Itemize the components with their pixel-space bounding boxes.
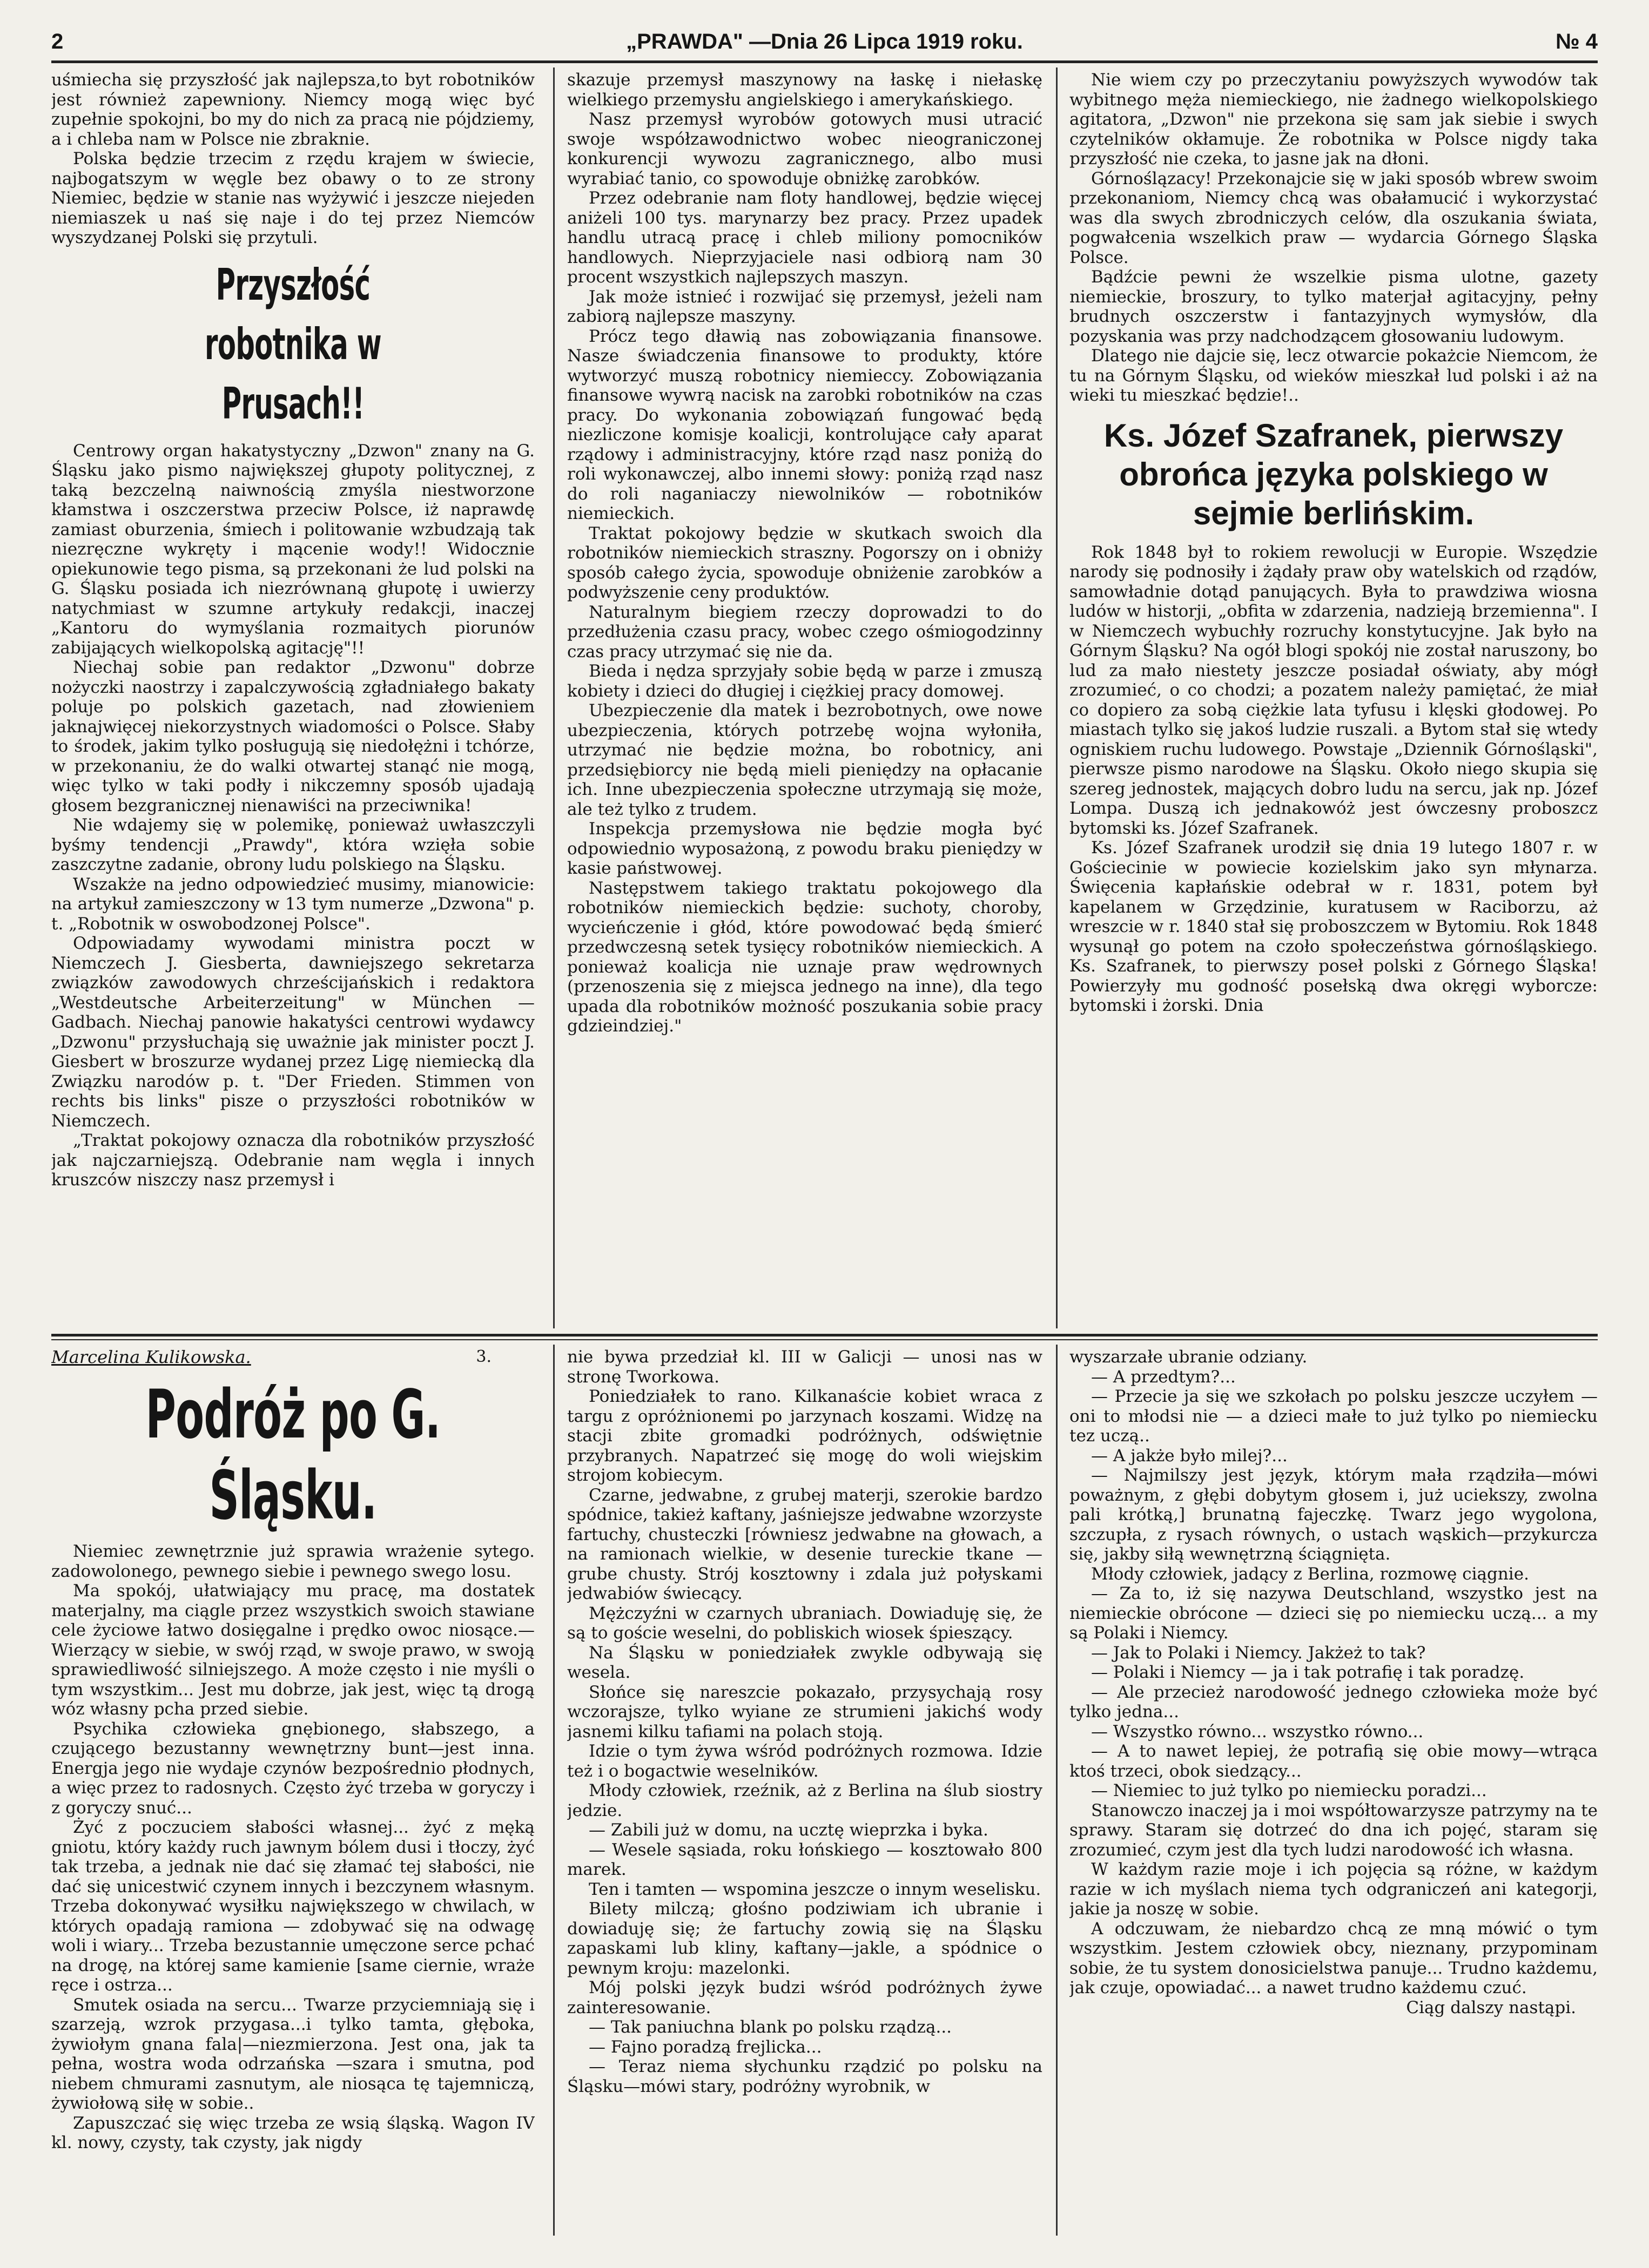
paragraph: Bądźcie pewni że wszelkie pisma ulotne, gazety niemieckie, broszury, to tylko materjał agitacyjny, pełny brudnych oszczerstw i fantazyjnych wymysłów, dla pozyskania was przy nadchodzącem głosowaniu ludowym. (1069, 267, 1598, 346)
paragraph: — Niemiec to już tylko po niemiecku poradzi... (1091, 1781, 1487, 1800)
paragraph: Przez odebranie nam floty handlowej, będzie więcej aniżeli 100 tys. marynarzy bez pracy. Przez upadek handlu utracą pracę i chleb miliony pomocników handlowych. Nieprzyjaciele nasi odbiorą nam 30 procent wszystkich najlepszych maszyn. (567, 188, 1042, 287)
article-column-top-2 (567, 70, 1042, 1328)
paragraph: skazuje przemysł maszynowy na łaskę i niełaskę wielkiego przemysłu angielskiego i amerykańskiego. (567, 70, 1042, 110)
paragraph: Mój polski język budzi wśród podróżnych żywe zainteresowanie. (567, 1978, 1042, 2017)
paragraph: Ubezpieczenie dla matek i bezrobotnych, owe nowe ubezpieczenia, których potrzebę wojna wyłoniła, utrzymać nie będzie można, bo robotnicy, ani przedsiębiorcy nie będą mieli pieniędzy na opłacanie ich. Inne ubezpieczenia społeczne utrzymają się może, ale też tylko z trudem. (567, 701, 1042, 819)
paragraph: „Traktat pokojowy oznacza dla robotników przyszłość jak najczarniejszą. Odebranie nam węgla i innych kruszców niszczy nasz przemysł i (51, 1131, 535, 1190)
paragraph: — Zabili już w domu, na ucztę wieprzka i byka. (589, 1820, 988, 1840)
paragraph: Jak może istnieć i rozwijać się przemysł, jeżeli nam zabiorą najlepsze maszyny. (567, 287, 1042, 326)
paragraph: Ten i tamten — wspomina jeszcze o innym weselisku. (589, 1879, 1041, 1899)
paragraph: Traktat pokojowy będzie w skutkach swoich dla robotników niemieckich straszny. Pogorszy on i obniży sposób całego życia, spowoduje obniżenie zarobków a podwyższenie ceny produktów. (567, 523, 1042, 602)
paragraph: Nie wiem czy po przeczytaniu powyższych wywodów tak wybitnego męża niemieckiego, nie żadnego wielkopolskiego agitatora, „Dzwon" nie przekona się sam jak siebie i swych czytelników okłamuje. Że robotnika w Polsce nigdy taka przyszłość nie czeka, to jasne jak na dłoni. (1069, 70, 1598, 168)
column-divider (553, 1345, 555, 2236)
column-divider (1056, 68, 1058, 1328)
column-divider (553, 68, 555, 1328)
paragraph: Ks. Józef Szafranek urodził się dnia 19 lutego 1807 r. w Gościecinie w powiecie kozielskim jako syn młynarza. Święcenia kapłańskie odebrał w r. 1831, potem był kapelanem w Grzędzinie, kuratusem w Raciborzu, aż wreszcie w r. 1840 stał się proboszczem w Bytomiu. Rok 1848 wysunął go potem na czoło społeczeństwa górnośląskiego. Ks. Szafranek, to pierwszy poseł polski z Górnego Śląska! Powierzyły mu godność posełską dwa okręgi wyborcze: bytomski i żorski. Dnia (1069, 838, 1598, 1015)
paragraph: — Teraz niema słychunku rządzić po polsku na Śląsku—mówi stary, podróżny wyrobnik, w (567, 2057, 1042, 2096)
paragraph: Centrowy organ hakatystyczny „Dzwon" znany na G. Śląsku jako pismo największej głupoty politycznej, z taką bezczelną naiwnością zmyśla niestworzone kłamstwa i oszczerstwa przeciw Polsce, iż naprawdę zamiast oburzenia, śmiech i politowanie wzbudzają tak niezręczne wykręty i mącenie wody!! Widocznie opiekunowie tego pisma, są przekonani że lud polski na G. Śląsku posiada ich niezrównaną głupotę i uwierzy natychmiast w szumne artykuły redakcji, inaczej „Kantoru do wymyślania rozmaitych piorunów zabijających wielkopolską agitację"!! (51, 441, 535, 658)
paragraph: — Za to, iż się nazywa Deutschland, wszystko jest na niemieckie obrócone — dzieci się po niemiecku uczą... a my są Polaki i Niemcy. (1069, 1584, 1598, 1643)
section-rule (51, 1334, 1598, 1336)
author-byline: Marcelina Kulikowska. (51, 1347, 251, 1367)
paragraph: Niechaj sobie pan redaktor „Dzwonu" dobrze nożyczki naostrzy i zapalczywością zgładniałego bakaty poluje po polskich gazetach, nad złowieniem jaknajwięcej niekorzystnych wiadomości o Polsce. Słaby to środek, jakim tylko posługują się niedołężni i tchórze, w przekonaniu, że do walki otwartej stanąć nie mogą, więc tylko w taki podły i nikczemny sposób ujadają głosem bezgranicznej nienawiści na przeciwnika! (51, 658, 535, 815)
paragraph: Bieda i nędza sprzyjały sobie będą w parze i zmuszą kobiety i dzieci do długiej i ciężkiej pracy domowej. (567, 662, 1042, 701)
headline-prusach: Przyszłość robotnika w Prusach!! (205, 259, 381, 429)
paragraph: Następstwem takiego traktatu pokojowego dla robotników niemieckich będzie: suchoty, choroby, wycieńczenie i głód, które powodować będą śmierć przedwczesną setek tysięcy robotników niemieckich. A ponieważ koalicja nie uznaje praw wędrownych (przenoszenia się z miejsca jednego na inne), dla tego upada dla robotników możność poszukania sobie pracy gdzieindziej." (567, 878, 1042, 1036)
article-column-top-1 (51, 70, 535, 1328)
paragraph: Poniedziałek to rano. Kilkanaście kobiet wraca z targu z opróżnionemi po jarzynach koszami. Widzę na stacji zbite gromadki podróżnych, odświętnie przybranych. Napatrzeć się mogę do woli wiejskim strojom kobiecym. (567, 1387, 1042, 1485)
paragraph: Naturalnym biegiem rzeczy doprowadzi to do przedłużenia czasu pracy, wobec czego ośmiogodzinny czas pracy utrzymać się nie da. (567, 602, 1042, 662)
paragraph: Nie wdajemy się w polemikę, ponieważ uwłaszczyli byśmy tendencji „Prawdy", która wzięła sobie zaszczytne zadanie, obrony ludu polskiego na Śląsku. (51, 815, 535, 874)
section-rule (51, 1339, 1598, 1340)
paragraph: — Przecie ja się we szkołach po polsku jeszcze uczyłem — oni to młodsi nie — a dzieci małe to już tylko po niemiecku tez uczą.. (1069, 1387, 1598, 1446)
paragraph: Nasz przemysł wyrobów gotowych musi utracić swoje współzawodnictwo wobec nieograniczonej konkurencji wywozu zagranicznego, albo musi wyrabiać tanio, co spowoduje obniżkę zarobków. (567, 110, 1042, 188)
newspaper-title: „PRAWDA" —Dnia 26 Lipca 1919 roku. (626, 30, 1023, 53)
paragraph: Ma spokój, ułatwiający mu pracę, ma dostatek materjalny, ma ciągle przez wszystkich swoich stawiane cele życiowe łatwo dosięgalne i prędko owoc niosące.—Wierzący w siebie, w swój rząd, w swoje prawo, w swoją sprawiedliwość silniejszego. A może często i nie myśli o tym wszystkim... Jest mu dobrze, jak jest, więc tą drogą wóz własny pcha przed siebie. (51, 1581, 535, 1719)
issue-number: № 4 (1556, 30, 1598, 53)
paragraph: Polska będzie trzecim z rzędu krajem w świecie, najbogatszym w węgle bez obawy o to ze strony Niemiec, będzie w stanie nas wyżywić i jeszcze niejeden niemiaszek u naś się naje i do tej przez Niemców wyszydzanej Polski się przytuli. (51, 149, 535, 247)
paragraph: Dlatego nie dajcie się, lecz otwarcie pokażcie Niemcom, że tu na Górnym Śląsku, od wieków mieszkał lud polski i aż na wieki tu mieszkać będzie!.. (1069, 346, 1598, 405)
paragraph: — A jakże było milej?... (1091, 1446, 1288, 1466)
paragraph: — A to nawet lepiej, że potrafią się obie mowy—wtrąca ktoś trzeci, obok siedzący... (1069, 1742, 1598, 1781)
article-column-bottom-3 (1069, 1347, 1598, 2238)
paragraph: Stanowczo inaczej ja i moi współtowarzysze patrzymy na te sprawy. Staram się dotrzeć do dna ich pojęć, staram się zrozumieć, czym jest dla tych ludzi narodowość ich własna. (1069, 1800, 1598, 1860)
page-header (51, 30, 1598, 62)
paragraph: Idzie o tym żywa wśród podróżnych rozmowa. Idzie też i o bogactwie weselników. (567, 1742, 1042, 1781)
paragraph: Inspekcja przemysłowa nie będzie mogła być odpowiednio wyposażoną, z powodu braku pieniędzy w kasie państwowej. (567, 819, 1042, 878)
article-column-top-3 (1069, 70, 1598, 1328)
paragraph: W każdym razie moje i ich pojęcia są różne, w każdym razie w ich myślach niema tych odgraniczeń ani kategorji, jakie ja noszę w sobie. (1069, 1860, 1598, 1919)
paragraph: — Polaki i Niemcy — ja i tak potrafię i tak poradzę. (1091, 1663, 1525, 1682)
paragraph: Prócz tego dławią nas zobowiązania finansowe. Nasze świadczenia finansowe to produkty, które wytworzyć muszą robotnicy niemieccy. Zobowiązania finansowe wywrą nacisk na zarobki robotników na czas pracy. Do wykonania zobowiązań fungować będą niezliczone komisje koalicji, kontrolujące cały aparat rządowy i administracyjny, które rząd nasz poniżą do roli wykonawczej, albo innemi słowy: poniżą rząd nasz do roli naganiaczy niewolników — robotników niemieckich. (567, 326, 1042, 523)
paragraph: Wszakże na jedno odpowiedzieć musimy, mianowicie: na artykuł zamieszczony w 13 tym numerze „Dzwona" p. t. „Robotnik w oswobodzonej Polsce". (51, 874, 535, 934)
paragraph: — A przedtym?... (1091, 1367, 1236, 1387)
paragraph: Psychika człowieka gnębionego, słabszego, a czującego bezustanny wewnętrzny bunt—jest inna. Energja jego nie wydaje czynów bezpośrednio płodnych, a więc przez to radosnych. Często żyć trzeba w goryczy i z goryczy snuć... (51, 1719, 535, 1818)
paragraph: Mężczyźni w czarnych ubraniach. Dowiaduję się, że są to goście weselni, do pobliskich wiosek śpieszący. (567, 1603, 1042, 1643)
paragraph: Smutek osiada na sercu... Twarze przyciemniają się i szarzeją, wzrok przygasa...i tylko tamta, głęboka, żywiołym gnana fala|—niezmierzona. Jest ona, jak ta pełna, wostra woda odrzańska —szara i smutna, pod niebem chmurami zasnutym, ale niosąca tę tajemniczą, żywiołową siłę w sobie.. (51, 1995, 535, 2113)
headline-podroz: Podróż po G. Śląsku. (145, 1376, 441, 1535)
continuation-note: Ciąg dalszy nastąpi. (1406, 1997, 1576, 2017)
part-number: 3. (476, 1347, 492, 1366)
paragraph: — Najmilszy jest język, którym mała rządziła—mówi poważnym, z głębi dobytym głosem i, już uciekszy, zwolna pali krótką,] brunatną fajeczkę. Twarz jego wygolona, szczupła, z rysach równych, o ustach wąskich—przykurcza się, jakby siłą wewnętrzną ściągnięta. (1069, 1466, 1598, 1564)
article-column-bottom-1 (51, 1347, 535, 2238)
paragraph: A odczuwam, że niebardzo chcą ze mną mówić o tym wszystkim. Jestem człowiek obcy, nieznany, przypominam sobie, że tu system donosicielstwa panuje... Trudno każdemu, jak czuje, opowiadać... a nawet trudno każdemu czuć. (1069, 1919, 1598, 1997)
paragraph: wyszarzałe ubranie odziany. (1069, 1347, 1308, 1367)
paragraph: Górnoślązacy! Przekonajcie się w jaki sposób wbrew swoim przekonaniom, Niemcy chcą was obałamucić i wykorzystać was dla swych zbrodniczych celów, dla oszukania świata, pogwałcenia wszelkich praw — wydarcia Górnego Śląska Polsce. (1069, 168, 1598, 267)
article-column-bottom-2 (567, 1347, 1042, 2238)
paragraph: Bilety milczą; głośno podziwiam ich ubranie i dowiaduję się; że fartuchy zowią się na Śląsku zapaskami lub kliny, kaftany—jakle, a spódnice o pewnym kroju: mazelonki. (567, 1899, 1042, 1978)
header-rule (51, 60, 1598, 63)
paragraph: Rok 1848 był to rokiem rewolucji w Europie. Wszędzie narody się podnosiły i żądały praw oby watelskich od rządów, samowładnie dotąd panujących. Była to prawdziwa wiosna ludów w historji, „obfita w zdarzenia, nadzieją brzemienna". I w Niemczech wybuchły rozruchy konstytucyjne. Jak było na Górnym Śląsku? Na ogół blogi spokój nie został naruszony, bo lud za mało niestety jeszcze posiadał oświaty, aby mógł zrozumieć, o co chodzi; a pozatem należy pamiętać, że miał co dopiero za sobą ciężkie lata tyfusu i klęski głodowej. Po miastach tylko się jakoś ludzie ruszali. a Bytom stał się wtedy ogniskiem ruchu ludowego. Powstaje „Dziennik Górnośląski", pierwsze pismo narodowe na Śląsku. Około niego skupia się szereg jednostek, mających dobro ludu na sercu, jak np. Józef Lompa. Duszą ich jednakowóż jest ówczesny proboszcz bytomski ks. Józef Szafranek. (1069, 542, 1598, 838)
paragraph: — Jak to Polaki i Niemcy. Jakżeż to tak? (1091, 1643, 1426, 1663)
paragraph: Odpowiadamy wywodami ministra poczt w Niemczech J. Giesberta, dawniejszego sekretarza związków zawodowych chrześcijańskich i redaktora „Westdeutsche Arbeiterzeitung" w München — Gadbach. Niechaj panowie hakatyści centrowi wydawcy „Dzwonu" przysłuchają się uważnie jak minister poczt J. Giesbert w broszurze wydanej przez Ligę niemiecką dla Związku narodów p. t. "Der Frieden. Stimmen von rechts bis links" pisze o przyszłości robotników w Niemczech. (51, 934, 535, 1131)
paragraph: Żyć z poczuciem słabości własnej... żyć z męką gniotu, który każdy ruch jawnym bólem dusi i tłoczy, żyć tak trzeba, a jednak nie dać się złamać tej słabości, nie dać się unicestwić czynem innych i bezczynem własnym. Trzeba dokonywać wysiłku największego w chwilach, w których opadają ramiona — zdobywać się na odwagę woli i wiary... Trzeba bezustannie umęczone serce pchać na drogę, na której same kamienie [same ciernie, wraże ręce i ostrza... (51, 1818, 535, 1995)
paragraph: uśmiecha się przyszłość jak najlepsza,to byt robotników jest również zapewniony. Niemcy mogą więc być zupełnie spokojni, bo my do nich za pracą nie pójdziemy, a i chleba nam w Polsce nie zbraknie. (51, 70, 535, 149)
paragraph: — Ale przecież narodowość jednego człowieka może być tylko jedna... (1069, 1682, 1598, 1722)
paragraph: — Fajno poradzą frejlicka... (589, 2037, 822, 2057)
paragraph: Niemiec zewnętrznie już sprawia wrażenie sytego. zadowolonego, pewnego siebie i pewnego swego losu. (51, 1542, 535, 1581)
paragraph: nie bywa przedział kl. III w Galicji — unosi nas w stronę Tworkowa. (567, 1347, 1042, 1387)
byline-row (51, 1347, 535, 1371)
paragraph: — Wesele sąsiada, roku łońskiego — kosztowało 800 marek. (567, 1840, 1042, 1879)
page-number: 2 (51, 30, 64, 53)
paragraph: Młody człowiek, rzeźnik, aż z Berlina na ślub siostry jedzie. (567, 1781, 1042, 1820)
paragraph: Zapuszczać się więc trzeba ze wsią śląską. Wagon IV kl. nowy, czysty, tak czysty, jak nigdy (51, 2113, 535, 2152)
paragraph: Słońce się nareszcie pokazało, przysychają rosy wczorajsze, tylko wyiane ze strumieni jakichś wody jasnemi kilku tafiami na polach stoją. (567, 1682, 1042, 1742)
paragraph: — Tak paniuchna blank po polsku rządzą... (589, 2017, 952, 2037)
paragraph: Na Śląsku w poniedziałek zwykle odbywają się wesela. (567, 1643, 1042, 1682)
headline-szafranek: Ks. Józef Szafranek, pierwszy obrońca języka polskiego w sejmie berlińskim. (1103, 417, 1564, 531)
column-divider (1056, 1345, 1058, 2236)
paragraph: — Wszystko równo... wszystko równo... (1091, 1722, 1424, 1742)
paragraph: Młody człowiek, jadący z Berlina, rozmowę ciągnie. (1091, 1564, 1529, 1584)
paragraph: Czarne, jedwabne, z grubej materji, szerokie bardzo spódnice, takież kaftany, jaśniejsze jedwabne wzorzyste fartuchy, chusteczki [równiesz jedwabne na głowach, a na ramionach wielkie, w desenie tureckie tkane — grube chusty. Strój kosztowny i zdala już połyskami jedwabiów świecący. (567, 1485, 1042, 1603)
